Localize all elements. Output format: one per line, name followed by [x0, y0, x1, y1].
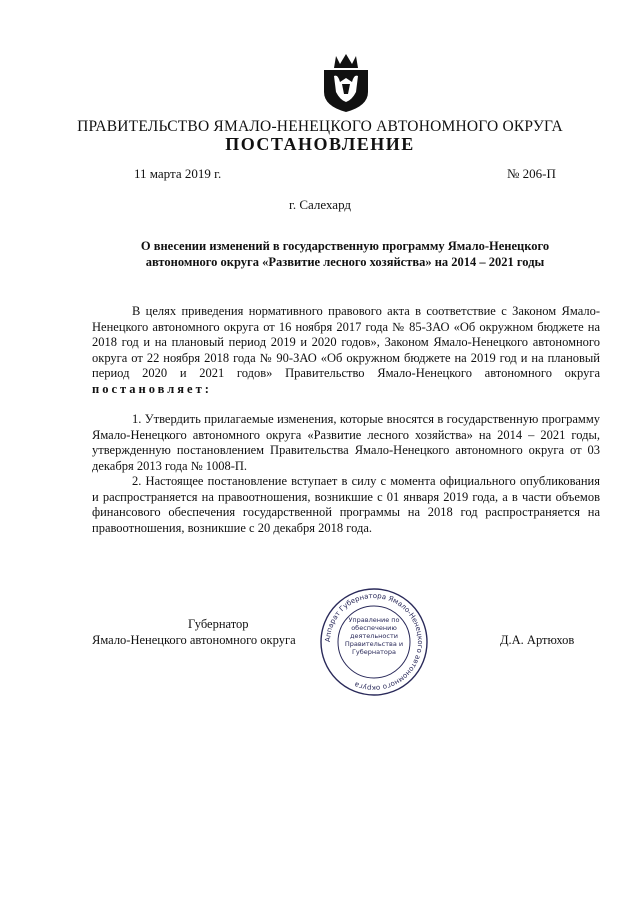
preamble-paragraph	[92, 304, 600, 397]
preamble-text: В целях приведения нормативного правового акта в соответствие с Законом Ямало-Ненецкого автономного округа от 16 ноября 2017 года № 85-ЗАО «Об окружном бюджете на 2018 год и на плановый период 2019 и 2020 годов», Законом Ямало-Ненецкого автономного округа от 22 ноября 2018 года № 90-ЗАО «Об окружном бюджете на 2019 год и на плановый период 2020 и 2021 годов» Правительство Ямало-Ненецкого автономного округа	[92, 304, 600, 380]
resolves-word: постановляет:	[92, 381, 212, 396]
signatory-region: Ямало-Ненецкого автономного округа	[92, 633, 296, 647]
document-date: 11 марта 2019 г.	[134, 166, 222, 181]
coat-of-arms-icon	[318, 52, 374, 114]
document-body	[92, 304, 600, 536]
official-stamp	[318, 586, 430, 698]
signatory-name: Д.А. Артюхов	[500, 633, 575, 647]
item-2: 2. Настоящее постановление вступает в силу с момента официального опубликования и распространяется на правоотношения, возникшие с 01 января 2019 года, а в части объемов финансового обеспечения государственной программы на 2018 год распространяется на правоотношения, возникшие с 20 декабря 2018 года.	[92, 474, 600, 535]
item-1: 1. Утвердить прилагаемые изменения, которые вносятся в государственную программу Ямало-Ненецкого автономного округа «Развитие лесного хозяйства» на 2014 – 2021 годы, утвержденную постановлением Правительства Ямало-Ненецкого автономного округа от 03 декабря 2013 года № 1008-П.	[92, 412, 600, 473]
signatory-title: Губернатор	[188, 617, 249, 631]
organization-name: ПРАВИТЕЛЬСТВО ЯМАЛО-НЕНЕЦКОГО АВТОНОМНОГО ОКРУГА	[77, 118, 563, 135]
document-title: О внесении изменений в государственную программу Ямало-Ненецкого автономного округа «Развитие лесного хозяйства» на 2014 – 2021 годы	[140, 239, 550, 269]
stamp-center-text: Управление по обеспечению деятельности Правительства и Губернатора	[344, 616, 404, 656]
document-city: г. Салехард	[288, 197, 352, 212]
document-type: ПОСТАНОВЛЕНИЕ	[225, 134, 415, 154]
document-number: № 206-П	[507, 166, 556, 181]
stamp-ring-text: Аппарат Губернатора Ямало-Ненецкого автономного округа	[323, 591, 425, 693]
